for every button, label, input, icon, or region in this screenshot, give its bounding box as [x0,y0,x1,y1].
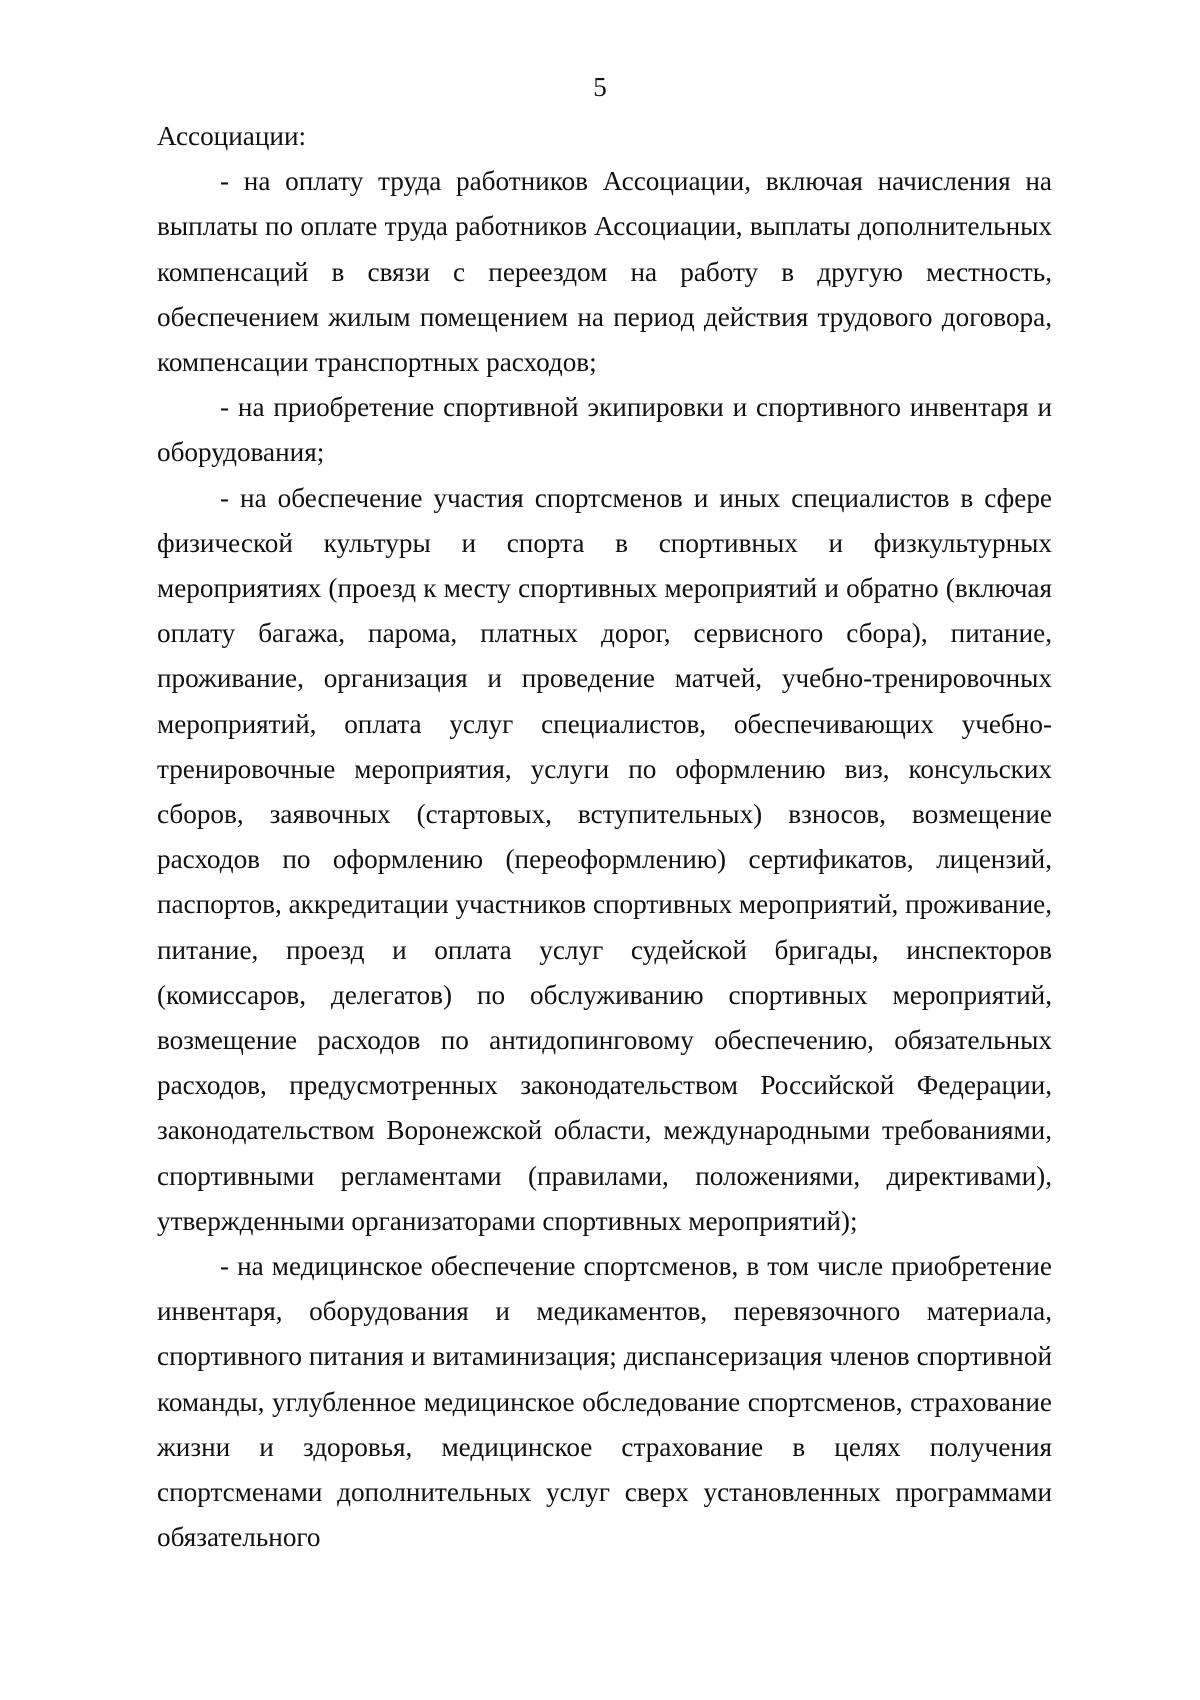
paragraph-labor-payment: - на оплату труда работников Ассоциации, включая начисления на выплаты по оплате труда работников Ассоциации, выплаты дополнительных компенсаций в связи с переездом на работу в другую местность, обеспечением жилым помещением на период действия трудового договора, компенсации транспортных расходов; [157,166,1052,378]
page-number: 5 [593,72,607,102]
paragraph-association-heading: Ассоциации: [157,121,307,151]
paragraph-participation-support: - на обеспечение участия спортсменов и иных специалистов в сфере физической культуры и спорта в спортивных и физкультурных мероприятиях (проезд к месту спортивных мероприятий и обратно (включая оплату багажа, парома, платных дорог, сервисного сбора), питание, проживание, организация и проведение матчей, учебно-тренировочных мероприятий, оплата услуг специалистов, обеспечивающих учебно-тренировочные мероприятия, услуги по оформлению виз, консульских сборов, заявочных (стартовых, вступительных) взносов, возмещение расходов по оформлению (переоформлению) сертификатов, лицензий, паспортов, аккредитации участников спортивных мероприятий, проживание, питание, проезд и оплата услуг судейской бригады, инспекторов (комиссаров, делегатов) по обслуживанию спортивных мероприятий, возмещение расходов по антидопинговому обеспечению, обязательных расходов, предусмотренных законодательством Российской Федерации, законодательством Воронежской области, международными требованиями, спортивными регламентами (правилами, положениями, директивами), утвержденными организаторами спортивных мероприятий); [157,482,1052,1236]
document-body [157,114,1052,1561]
paragraph-sports-equipment: - на приобретение спортивной экипировки и спортивного инвентаря и оборудования; [157,392,1052,468]
paragraph-medical-support: - на медицинское обеспечение спортсменов, в том числе приобретение инвентаря, оборудования и медикаментов, перевязочного материала, спортивного питания и витаминизация; диспансеризация членов спортивной команды, углубленное медицинское обследование спортсменов, страхование жизни и здоровья, медицинское страхование в целях получения спортсменами дополнительных услуг сверх установленных программами обязательного [157,1251,1052,1553]
